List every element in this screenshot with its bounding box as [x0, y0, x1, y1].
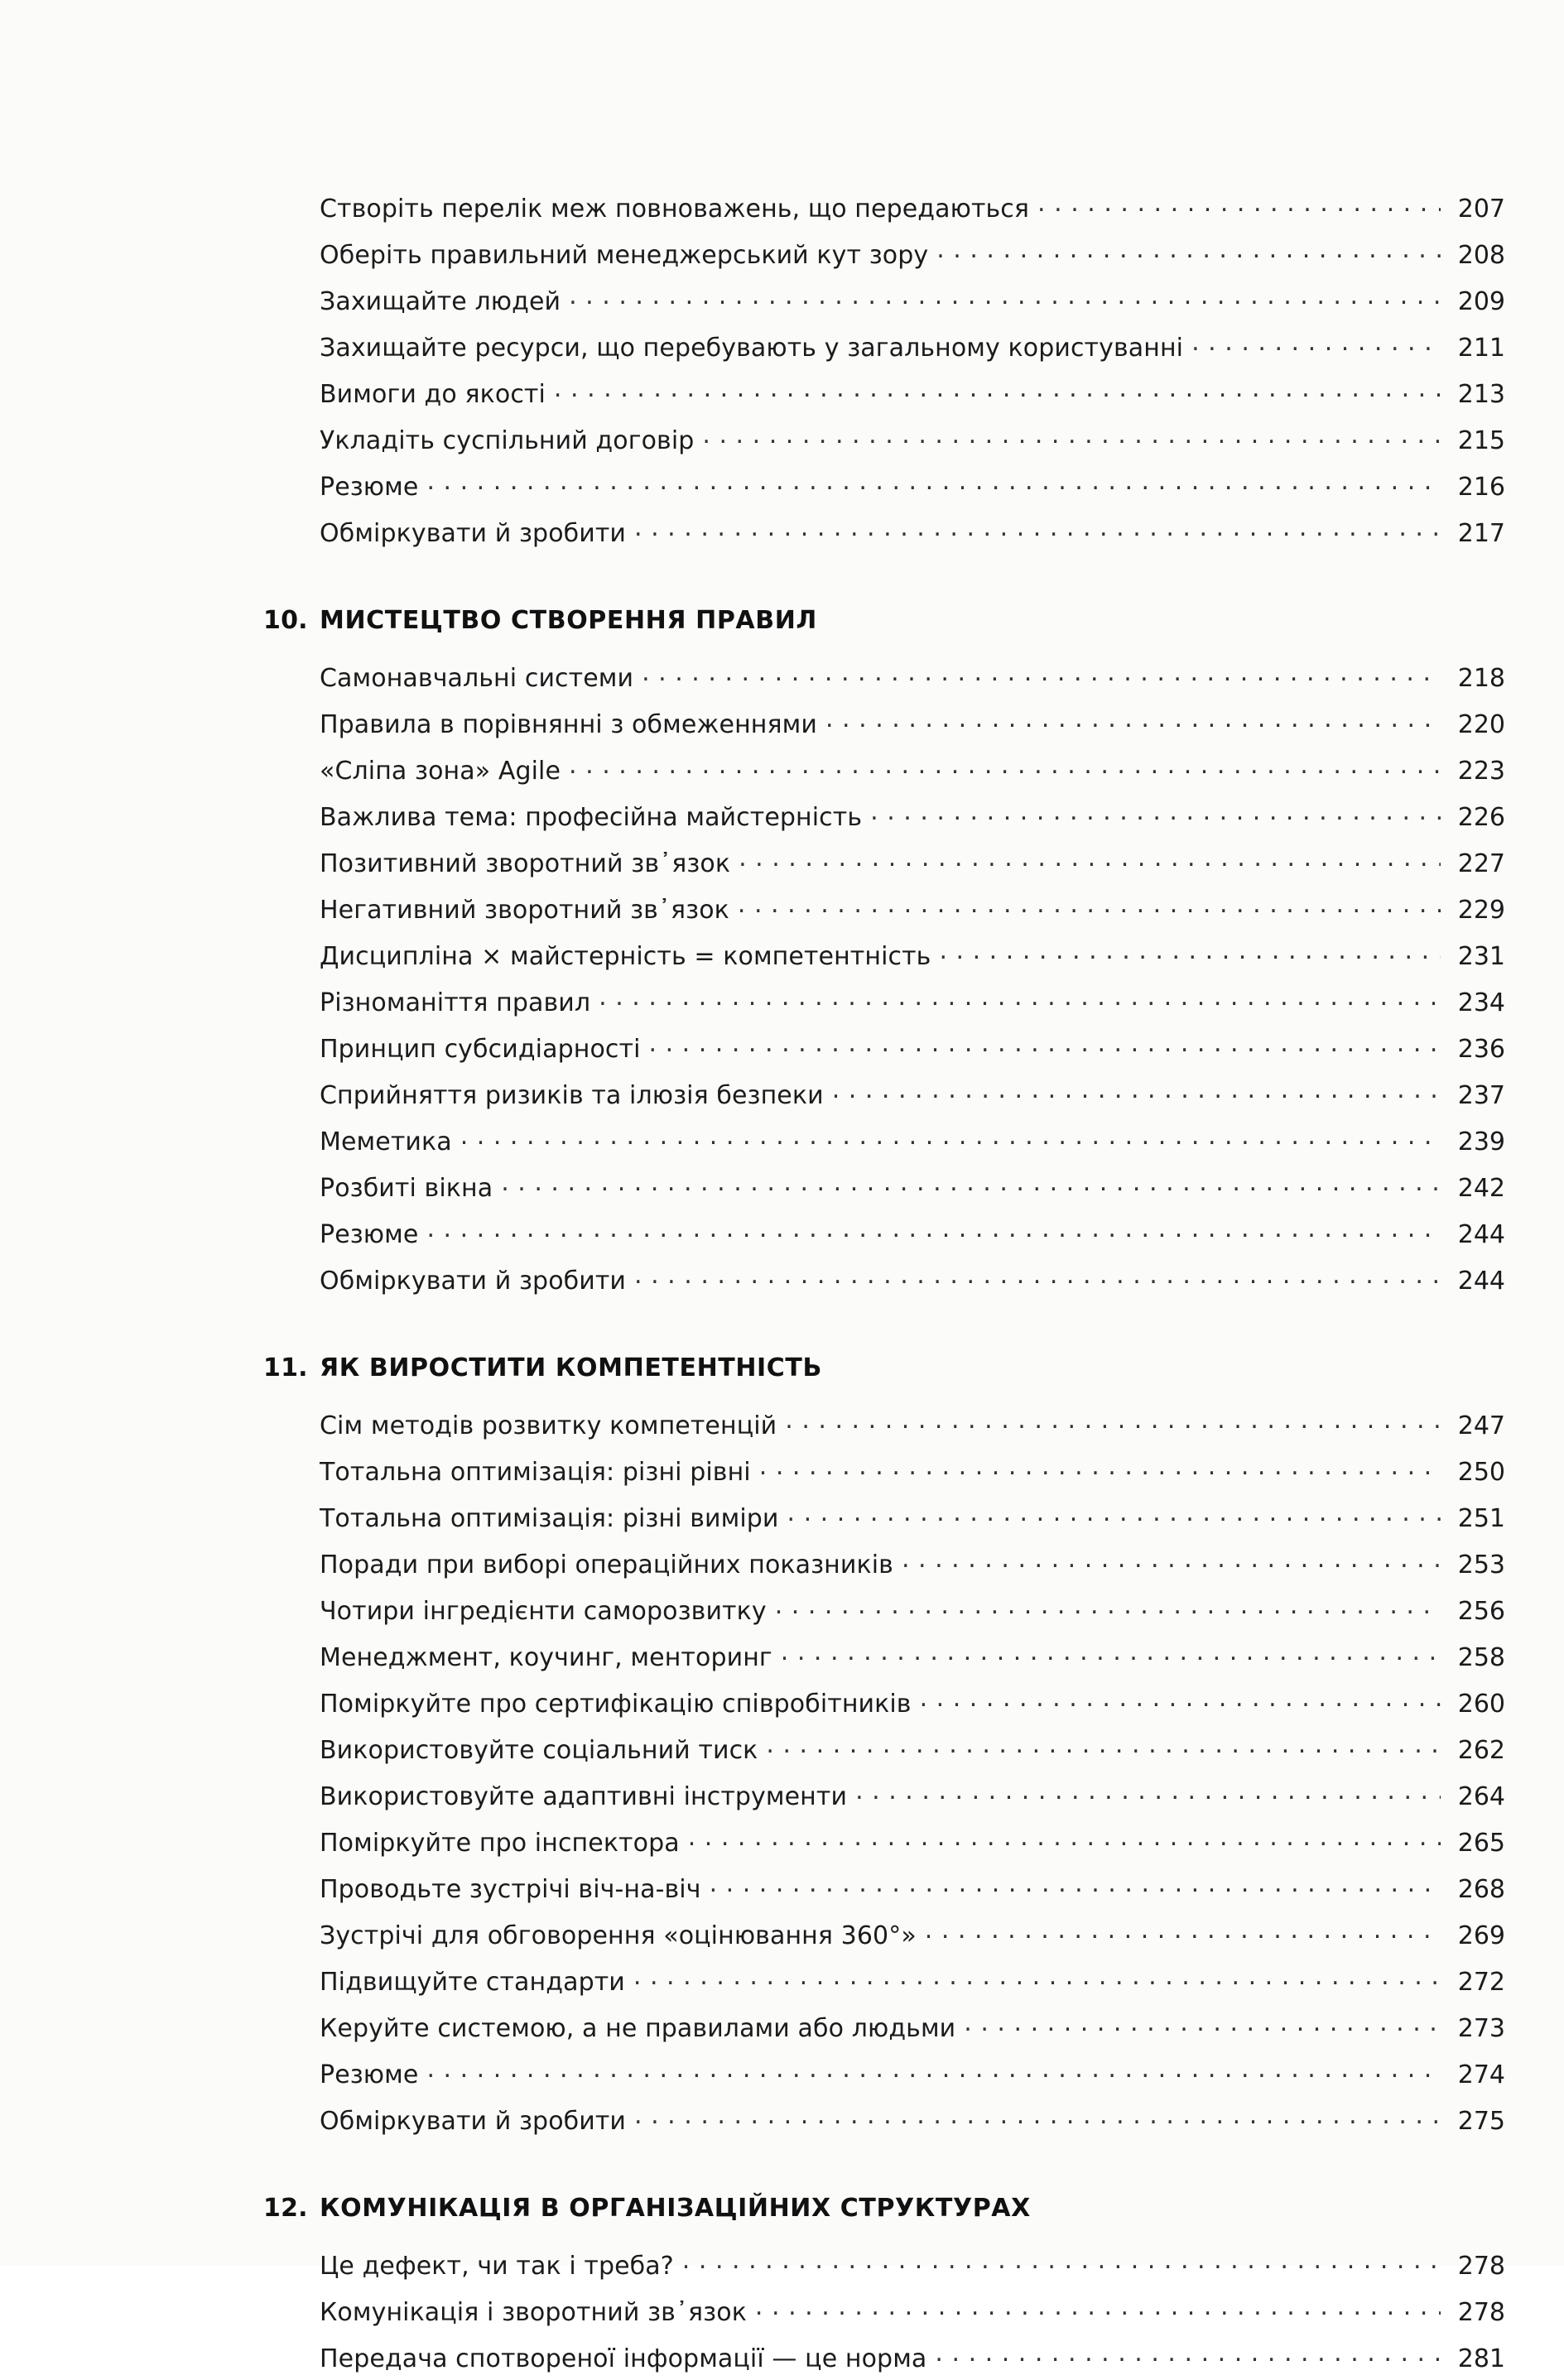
toc-entry-title: Резюме — [320, 1220, 419, 1249]
toc-entry-title: Сприйняття ризиків та ілюзія безпеки — [320, 1081, 824, 1110]
toc-entry[interactable] — [320, 978, 1505, 1024]
toc-entry-page: 265 — [1457, 1829, 1505, 1858]
toc-chapter-heading[interactable] — [263, 606, 1505, 635]
toc-leader — [634, 1264, 1441, 1289]
toc-entry-title: Принцип субсидіарності — [320, 1035, 641, 1064]
toc-entry[interactable] — [320, 700, 1505, 746]
toc-leader — [920, 1687, 1441, 1712]
toc-entry-title: Поради при виборі операційних показників — [320, 1551, 893, 1579]
toc-entry-page: 207 — [1457, 195, 1505, 224]
toc-leader — [1191, 331, 1441, 356]
toc-entry[interactable] — [320, 792, 1505, 839]
toc-entry[interactable] — [320, 1911, 1505, 1957]
toc-entry[interactable] — [320, 2287, 1505, 2334]
toc-leader — [710, 1873, 1441, 1897]
toc-entry-title: Різноманіття правил — [320, 988, 591, 1017]
toc-entry-page: 273 — [1457, 2014, 1505, 2043]
toc-leader — [832, 1079, 1441, 1103]
toc-leader — [775, 1594, 1441, 1619]
toc-leader — [939, 940, 1441, 964]
toc-entry[interactable] — [320, 2050, 1505, 2096]
toc-entry[interactable] — [320, 653, 1505, 700]
toc-entry-title: Передача спотвореної інформації — це норма — [320, 2344, 927, 2373]
toc-entry[interactable] — [320, 416, 1505, 462]
toc-entry[interactable] — [320, 1163, 1505, 1209]
toc-entry[interactable] — [320, 1447, 1505, 1493]
toc-entry-title: Підвищуйте стандарти — [320, 1968, 625, 1997]
toc-entry-title: Комунікація і зворотний зв᾽язок — [320, 2298, 747, 2327]
toc-entry-title: Тотальна оптимізація: різні рівні — [320, 1458, 751, 1487]
toc-group-continuation — [263, 192, 1505, 555]
toc-entry-title: Проводьте зустрічі віч-на-віч — [320, 1875, 701, 1904]
toc-entry-title: Обміркувати й зробити — [320, 519, 627, 548]
toc-entry[interactable] — [320, 1725, 1505, 1772]
toc-leader — [785, 1409, 1441, 1434]
toc-entry-page: 253 — [1457, 1551, 1505, 1579]
toc-entry-page: 209 — [1457, 287, 1505, 316]
toc-entry-title: Тотальна оптимізація: різні виміри — [320, 1504, 779, 1533]
toc-entry-title: Захищайте ресурси, що перебувають у загальному користуванні — [320, 334, 1184, 363]
toc-leader — [825, 708, 1441, 733]
toc-entry[interactable] — [320, 1209, 1505, 1256]
toc-chapter-number: 12. — [263, 2194, 308, 2223]
toc-group-chapter-11 — [263, 1353, 1505, 2142]
toc-entry[interactable] — [320, 1117, 1505, 1163]
toc-leader — [682, 2249, 1441, 2274]
toc-entry-page: 215 — [1457, 426, 1505, 455]
toc-leader — [569, 754, 1441, 779]
toc-entry[interactable] — [320, 1586, 1505, 1632]
toc-entry[interactable] — [320, 1818, 1505, 1864]
toc-leader — [599, 986, 1441, 1011]
toc-entry-page: 274 — [1457, 2060, 1505, 2089]
toc-entry-title: Розбиті вікна — [320, 1174, 493, 1203]
toc-leader — [426, 2058, 1441, 2083]
toc-entry-page: 231 — [1457, 942, 1505, 971]
toc-entry-title: Захищайте людей — [320, 287, 561, 316]
toc-entry-page: 237 — [1457, 1081, 1505, 1110]
toc-entry-title: Негативний зворотний зв᾽язок — [320, 896, 729, 925]
toc-entry-title: Менеджмент, коучинг, менторинг — [320, 1643, 772, 1672]
toc-entry-title: Це дефект, чи так і треба? — [320, 2252, 674, 2281]
toc-leader — [935, 2342, 1441, 2367]
toc-entry-page: 226 — [1457, 803, 1505, 832]
toc-leader — [787, 1502, 1441, 1527]
toc-entry[interactable] — [320, 885, 1505, 931]
toc-entry[interactable] — [320, 2334, 1505, 2380]
toc-entry-title: Важлива тема: професійна майстерність — [320, 803, 863, 832]
toc-leader — [766, 1733, 1441, 1758]
toc-entry[interactable] — [320, 1024, 1505, 1070]
toc-entry[interactable] — [320, 369, 1505, 416]
toc-leader — [634, 517, 1441, 541]
toc-entry-title: Керуйте системою, а не правилами або людьми — [320, 2014, 956, 2043]
toc-entry-page: 236 — [1457, 1035, 1505, 1064]
toc-leader — [759, 1455, 1441, 1480]
toc-entry[interactable] — [320, 508, 1505, 555]
toc-entry-title: Самонавчальні системи — [320, 664, 634, 693]
toc-entry[interactable] — [320, 931, 1505, 978]
toc-entry[interactable] — [320, 192, 1505, 230]
toc-entry-title: «Сліпа зона» Agile — [320, 757, 561, 786]
toc-entry[interactable] — [320, 1540, 1505, 1586]
toc-entry-page: 275 — [1457, 2107, 1505, 2136]
toc-entry[interactable] — [320, 462, 1505, 508]
toc-group-chapter-10 — [263, 606, 1505, 1302]
toc-entry-page: 211 — [1457, 334, 1505, 363]
toc-entry[interactable] — [320, 746, 1505, 792]
toc-entry-page: 229 — [1457, 896, 1505, 925]
toc-leader — [642, 661, 1441, 686]
toc-entry[interactable] — [320, 230, 1505, 276]
toc-leader — [925, 1919, 1441, 1944]
toc-leader — [1037, 192, 1441, 217]
toc-entry-page: 269 — [1457, 1921, 1505, 1950]
toc-entry-page: 258 — [1457, 1643, 1505, 1672]
toc-entry[interactable] — [320, 1070, 1505, 1117]
toc-leader — [569, 285, 1441, 310]
table-of-contents — [263, 192, 1505, 2380]
toc-leader — [964, 2012, 1441, 2036]
toc-entry-title: Обміркувати й зробити — [320, 2107, 627, 2136]
toc-entry-title: Дисципліна × майстерність = компетентність — [320, 942, 931, 971]
toc-entry-page: 262 — [1457, 1736, 1505, 1765]
toc-entry-page: 260 — [1457, 1690, 1505, 1719]
toc-leader — [649, 1032, 1441, 1057]
toc-entry[interactable] — [320, 1772, 1505, 1818]
toc-entry-page: 281 — [1457, 2344, 1505, 2373]
toc-entry-title: Поміркуйте про сертифікацію співробітників — [320, 1690, 912, 1719]
toc-leader — [855, 1780, 1441, 1805]
toc-leader — [633, 1965, 1441, 1990]
toc-chapter-title: ЯК ВИРОСТИТИ КОМПЕТЕНТНІСТЬ — [320, 1353, 822, 1382]
toc-entry-page: 264 — [1457, 1782, 1505, 1811]
toc-chapter-number: 11. — [263, 1353, 308, 1382]
toc-entry-title: Чотири інгредієнти саморозвитку — [320, 1597, 767, 1626]
toc-chapter-title: МИСТЕЦТВО СТВОРЕННЯ ПРАВИЛ — [320, 606, 817, 635]
toc-entry[interactable] — [320, 2241, 1505, 2287]
toc-entry-title: Резюме — [320, 2060, 419, 2089]
toc-entry-title: Використовуйте соціальний тиск — [320, 1736, 758, 1765]
toc-entry-title: Створіть перелік меж повноважень, що передаються — [320, 195, 1030, 224]
toc-entry-title: Поміркуйте про інспектора — [320, 1829, 680, 1858]
toc-leader — [554, 377, 1441, 402]
toc-chapter-heading[interactable] — [263, 2194, 1505, 2223]
toc-entry-page: 250 — [1457, 1458, 1505, 1487]
toc-entry-page: 213 — [1457, 380, 1505, 409]
toc-leader — [870, 801, 1441, 825]
toc-entry-page: 223 — [1457, 757, 1505, 786]
toc-entry-title: Правила в порівнянні з обмеженнями — [320, 710, 817, 739]
toc-entry[interactable] — [320, 1401, 1505, 1447]
toc-chapter-heading[interactable] — [263, 1353, 1505, 1382]
toc-leader — [460, 1125, 1441, 1150]
toc-entry-title: Сім методів розвитку компетенцій — [320, 1411, 777, 1440]
toc-leader — [902, 1548, 1441, 1573]
toc-entry-page: 278 — [1457, 2298, 1505, 2327]
toc-leader — [426, 1218, 1441, 1243]
toc-entry[interactable] — [320, 2003, 1505, 2050]
toc-leader — [426, 470, 1441, 495]
toc-chapter-title: КОМУНІКАЦІЯ В ОРГАНІЗАЦІЙНИХ СТРУКТУРАХ — [320, 2194, 1031, 2223]
toc-entry-page: 208 — [1457, 241, 1505, 270]
toc-entry-page: 217 — [1457, 519, 1505, 548]
toc-entry-page: 247 — [1457, 1411, 1505, 1440]
toc-leader — [634, 2104, 1441, 2129]
toc-entry-page: 272 — [1457, 1968, 1505, 1997]
toc-leader — [738, 893, 1441, 918]
toc-leader — [739, 847, 1441, 872]
toc-entry[interactable] — [320, 323, 1505, 369]
toc-entry[interactable] — [320, 839, 1505, 885]
toc-entry-page: 216 — [1457, 473, 1505, 502]
toc-entry-page: 256 — [1457, 1597, 1505, 1626]
toc-entry-title: Позитивний зворотний зв᾽язок — [320, 849, 731, 878]
toc-entry-page: 244 — [1457, 1267, 1505, 1296]
toc-group-chapter-12 — [263, 2194, 1505, 2380]
toc-leader — [936, 238, 1441, 263]
toc-entry-page: 218 — [1457, 664, 1505, 693]
toc-entry-title: Укладіть суспільний договір — [320, 426, 695, 455]
toc-entry-title: Використовуйте адаптивні інструменти — [320, 1782, 848, 1811]
toc-entry-title: Резюме — [320, 473, 419, 502]
toc-entry[interactable] — [320, 1256, 1505, 1302]
toc-leader — [501, 1171, 1441, 1196]
toc-entry-page: 268 — [1457, 1875, 1505, 1904]
toc-entry[interactable] — [320, 276, 1505, 323]
toc-entry[interactable] — [320, 2096, 1505, 2142]
toc-entry-page: 242 — [1457, 1174, 1505, 1203]
toc-entry[interactable] — [320, 1864, 1505, 1911]
toc-leader — [688, 1826, 1441, 1851]
toc-entry-page: 220 — [1457, 710, 1505, 739]
toc-entry-title: Зустрічі для обговорення «оцінювання 360°» — [320, 1921, 917, 1950]
toc-entry-title: Меметика — [320, 1127, 452, 1156]
toc-entry-page: 239 — [1457, 1127, 1505, 1156]
toc-entry-page: 251 — [1457, 1504, 1505, 1533]
toc-entry-page: 244 — [1457, 1220, 1505, 1249]
toc-chapter-number: 10. — [263, 606, 308, 635]
toc-entry-title: Вимоги до якості — [320, 380, 546, 409]
toc-entry-page: 234 — [1457, 988, 1505, 1017]
toc-leader — [781, 1641, 1441, 1666]
toc-entry-title: Обміркувати й зробити — [320, 1267, 627, 1296]
toc-entry-page: 227 — [1457, 849, 1505, 878]
toc-leader — [702, 424, 1441, 449]
toc-entry-page: 278 — [1457, 2252, 1505, 2281]
toc-entry[interactable] — [320, 1679, 1505, 1725]
toc-entry[interactable] — [320, 1957, 1505, 2003]
toc-entry-title: Оберіть правильний менеджерський кут зору — [320, 241, 929, 270]
toc-entry[interactable] — [320, 1632, 1505, 1679]
toc-entry[interactable] — [320, 1493, 1505, 1540]
toc-leader — [755, 2296, 1441, 2320]
